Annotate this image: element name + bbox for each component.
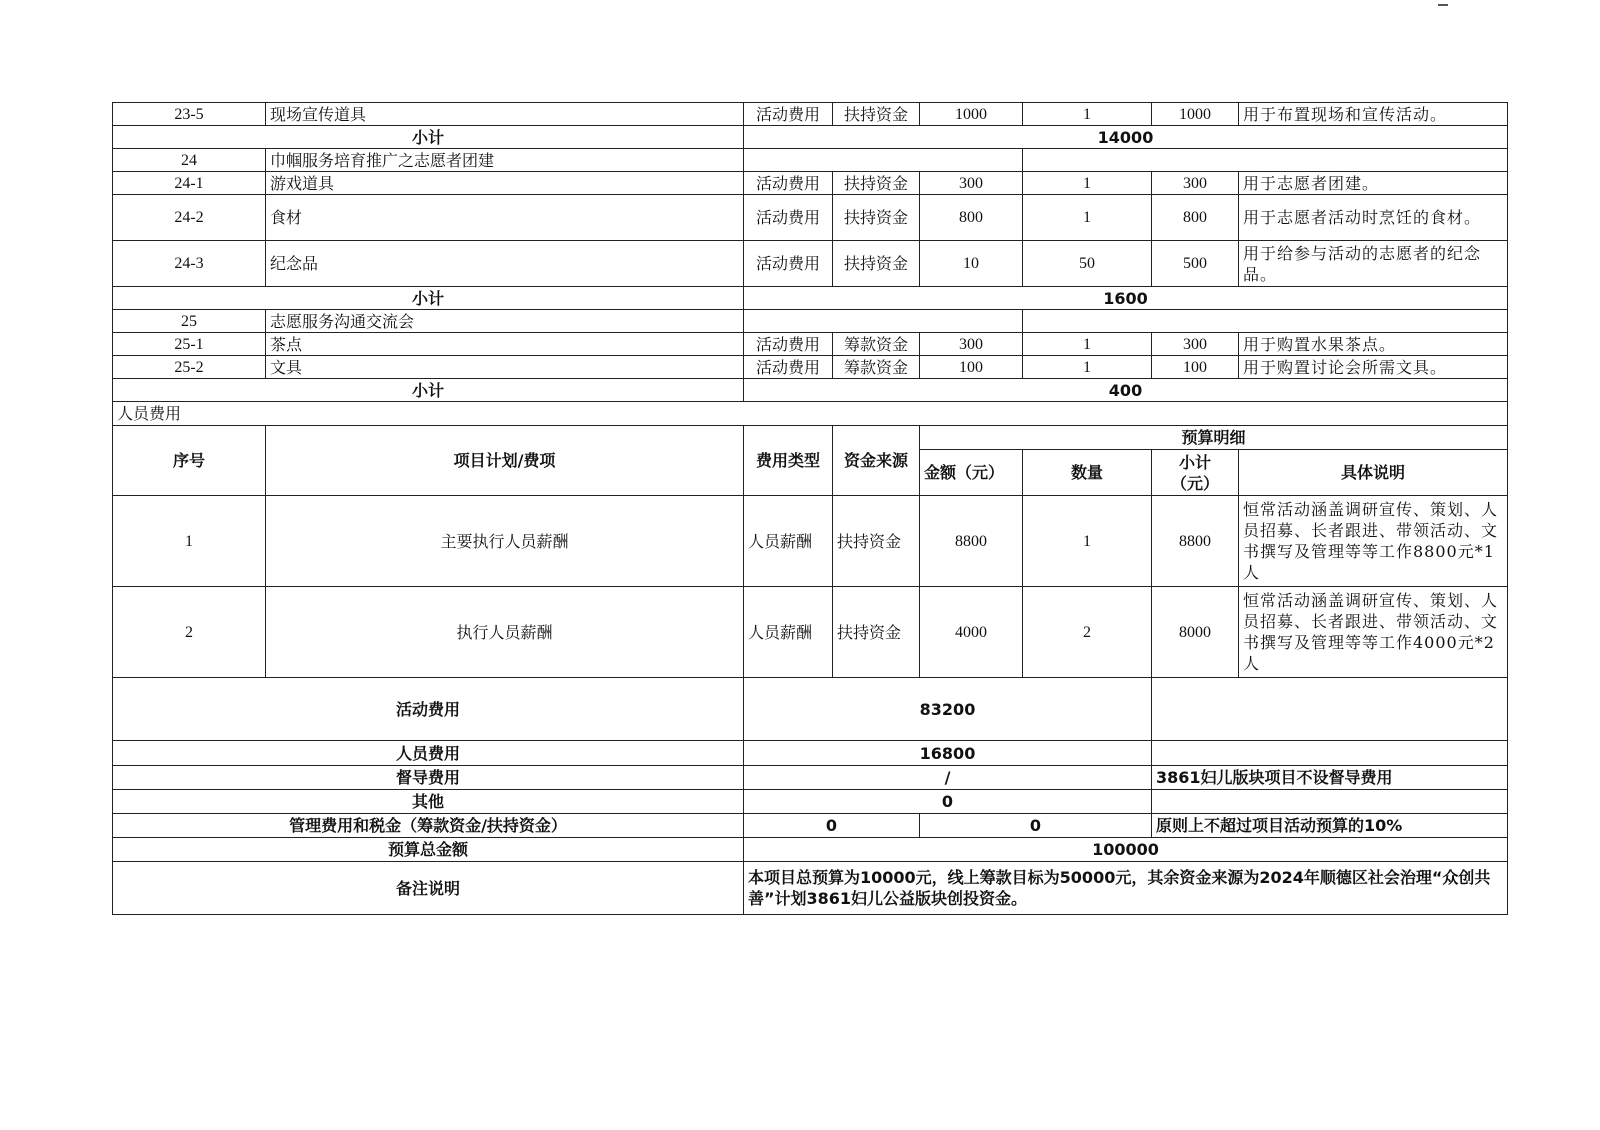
header-description: 具体说明	[1239, 450, 1508, 496]
row-subtotal: 1000	[1152, 103, 1239, 126]
row-item-name: 主要执行人员薪酬	[266, 496, 744, 587]
row-number: 1	[113, 496, 266, 587]
row-fee-type: 活动费用	[744, 195, 833, 241]
table-row	[113, 103, 1508, 126]
row-number: 23-5	[113, 103, 266, 126]
header-item: 项目计划/费项	[266, 426, 744, 496]
row-subtotal: 100	[1152, 356, 1239, 379]
remark-text: 本项目总预算为10000元，线上筹款目标为50000元，其余资金来源为2024年顺德区社会治理“众创共善”计划3861妇儿公益版块创投资金。	[744, 862, 1508, 915]
row-subtotal: 800	[1152, 195, 1239, 241]
activity-total-label: 活动费用	[113, 678, 744, 741]
row-number: 24-2	[113, 195, 266, 241]
row-subtotal: 300	[1152, 172, 1239, 195]
budget-table-body	[113, 103, 1508, 915]
other-label: 其他	[113, 790, 744, 814]
row-subtotal: 8000	[1152, 587, 1239, 678]
budget-total-label: 预算总金额	[113, 838, 744, 862]
subtotal-row	[113, 379, 1508, 402]
remark-label: 备注说明	[113, 862, 744, 915]
supervision-note: 3861妇儿版块项目不设督导费用	[1152, 766, 1508, 790]
supervision-value: /	[744, 766, 1152, 790]
row-description: 用于购置水果茶点。	[1239, 333, 1508, 356]
summary-row-management	[113, 814, 1508, 838]
row-amount: 4000	[920, 587, 1023, 678]
summary-row-activity	[113, 678, 1508, 741]
row-number: 2	[113, 587, 266, 678]
table-row	[113, 172, 1508, 195]
subtotal-value: 400	[744, 379, 1508, 402]
row-subtotal: 300	[1152, 333, 1239, 356]
personnel-total-value: 16800	[744, 741, 1152, 766]
row-fund-source: 筹款资金	[833, 333, 920, 356]
section-title-row	[113, 402, 1508, 426]
row-item-name: 食材	[266, 195, 744, 241]
row-description: 用于购置讨论会所需文具。	[1239, 356, 1508, 379]
group-number: 25	[113, 310, 266, 333]
row-quantity: 2	[1023, 587, 1152, 678]
row-number: 25-2	[113, 356, 266, 379]
row-description: 恒常活动涵盖调研宣传、策划、人员招募、长者跟进、带领活动、文书撰写及管理等等工作8800元*1人	[1239, 496, 1508, 587]
empty-cell	[744, 149, 1023, 172]
row-item-name: 现场宣传道具	[266, 103, 744, 126]
header-no: 序号	[113, 426, 266, 496]
row-item-name: 文具	[266, 356, 744, 379]
row-amount: 100	[920, 356, 1023, 379]
row-item-name: 游戏道具	[266, 172, 744, 195]
row-amount: 8800	[920, 496, 1023, 587]
subtotal-label: 小计	[113, 126, 744, 149]
subtotal-label: 小计	[113, 379, 744, 402]
row-number: 24-1	[113, 172, 266, 195]
row-item-name: 纪念品	[266, 241, 744, 287]
empty-cell	[1023, 310, 1508, 333]
row-item-name: 茶点	[266, 333, 744, 356]
group-row	[113, 149, 1508, 172]
row-item-name: 执行人员薪酬	[266, 587, 744, 678]
summary-row-supervision	[113, 766, 1508, 790]
row-number: 24-3	[113, 241, 266, 287]
group-number: 24	[113, 149, 266, 172]
empty-cell	[1023, 149, 1508, 172]
group-title: 巾帼服务培育推广之志愿者团建	[266, 149, 744, 172]
empty-cell	[1152, 678, 1508, 741]
row-fund-source: 扶持资金	[833, 587, 920, 678]
row-fund-source: 扶持资金	[833, 496, 920, 587]
table-row	[113, 356, 1508, 379]
table-row	[113, 333, 1508, 356]
table-row	[113, 195, 1508, 241]
row-subtotal: 8800	[1152, 496, 1239, 587]
management-fee-note: 原则上不超过项目活动预算的10%	[1152, 814, 1508, 838]
group-title: 志愿服务沟通交流会	[266, 310, 744, 333]
row-quantity: 1	[1023, 172, 1152, 195]
row-number: 25-1	[113, 333, 266, 356]
subtotal-value: 14000	[744, 126, 1508, 149]
table-row	[113, 241, 1508, 287]
empty-cell	[1152, 741, 1508, 766]
personnel-row	[113, 496, 1508, 587]
row-fund-source: 扶持资金	[833, 172, 920, 195]
header-amount: 金额（元）	[920, 450, 1023, 496]
subtotal-row	[113, 126, 1508, 149]
empty-cell	[1152, 790, 1508, 814]
management-fee-label: 管理费用和税金（筹款资金/扶持资金）	[113, 814, 744, 838]
row-fund-source: 扶持资金	[833, 195, 920, 241]
row-fund-source: 扶持资金	[833, 241, 920, 287]
header-row	[113, 426, 1508, 450]
row-amount: 800	[920, 195, 1023, 241]
group-row	[113, 310, 1508, 333]
header-fee-type: 费用类型	[744, 426, 833, 496]
row-quantity: 50	[1023, 241, 1152, 287]
header-fund-source: 资金来源	[833, 426, 920, 496]
header-quantity: 数量	[1023, 450, 1152, 496]
personnel-total-label: 人员费用	[113, 741, 744, 766]
management-fee-value-b: 0	[920, 814, 1152, 838]
activity-total-value: 83200	[744, 678, 1152, 741]
personnel-row	[113, 587, 1508, 678]
management-fee-value-a: 0	[744, 814, 920, 838]
row-amount: 10	[920, 241, 1023, 287]
row-quantity: 1	[1023, 333, 1152, 356]
row-fee-type: 人员薪酬	[744, 496, 833, 587]
summary-row-personnel	[113, 741, 1508, 766]
summary-row-total	[113, 838, 1508, 862]
subtotal-row	[113, 287, 1508, 310]
row-fee-type: 活动费用	[744, 172, 833, 195]
subtotal-value: 1600	[744, 287, 1508, 310]
row-description: 恒常活动涵盖调研宣传、策划、人员招募、长者跟进、带领活动、文书撰写及管理等等工作4000元*2人	[1239, 587, 1508, 678]
row-description: 用于志愿者团建。	[1239, 172, 1508, 195]
budget-total-value: 100000	[744, 838, 1508, 862]
supervision-label: 督导费用	[113, 766, 744, 790]
row-fee-type: 活动费用	[744, 333, 833, 356]
row-description: 用于布置现场和宣传活动。	[1239, 103, 1508, 126]
header-subtotal	[1152, 450, 1239, 496]
row-fee-type: 活动费用	[744, 356, 833, 379]
section-title: 人员费用	[113, 402, 1508, 426]
other-value: 0	[744, 790, 1152, 814]
scan-speck	[1438, 4, 1448, 6]
row-fund-source: 筹款资金	[833, 356, 920, 379]
row-description: 用于给参与活动的志愿者的纪念品。	[1239, 241, 1508, 287]
row-fee-type: 活动费用	[744, 103, 833, 126]
row-amount: 300	[920, 172, 1023, 195]
header-budget-detail: 预算明细	[920, 426, 1508, 450]
row-quantity: 1	[1023, 496, 1152, 587]
subtotal-label: 小计	[113, 287, 744, 310]
budget-table	[112, 102, 1508, 915]
row-fee-type: 活动费用	[744, 241, 833, 287]
row-description: 用于志愿者活动时烹饪的食材。	[1239, 195, 1508, 241]
header-subtotal-line2: （元）	[1170, 473, 1219, 493]
row-quantity: 1	[1023, 356, 1152, 379]
empty-cell	[744, 310, 1023, 333]
row-amount: 300	[920, 333, 1023, 356]
summary-row-other	[113, 790, 1508, 814]
row-fee-type: 人员薪酬	[744, 587, 833, 678]
row-quantity: 1	[1023, 195, 1152, 241]
header-subtotal-line1: 小计	[1178, 452, 1211, 472]
row-amount: 1000	[920, 103, 1023, 126]
summary-row-remark	[113, 862, 1508, 915]
row-quantity: 1	[1023, 103, 1152, 126]
row-subtotal: 500	[1152, 241, 1239, 287]
row-fund-source: 扶持资金	[833, 103, 920, 126]
